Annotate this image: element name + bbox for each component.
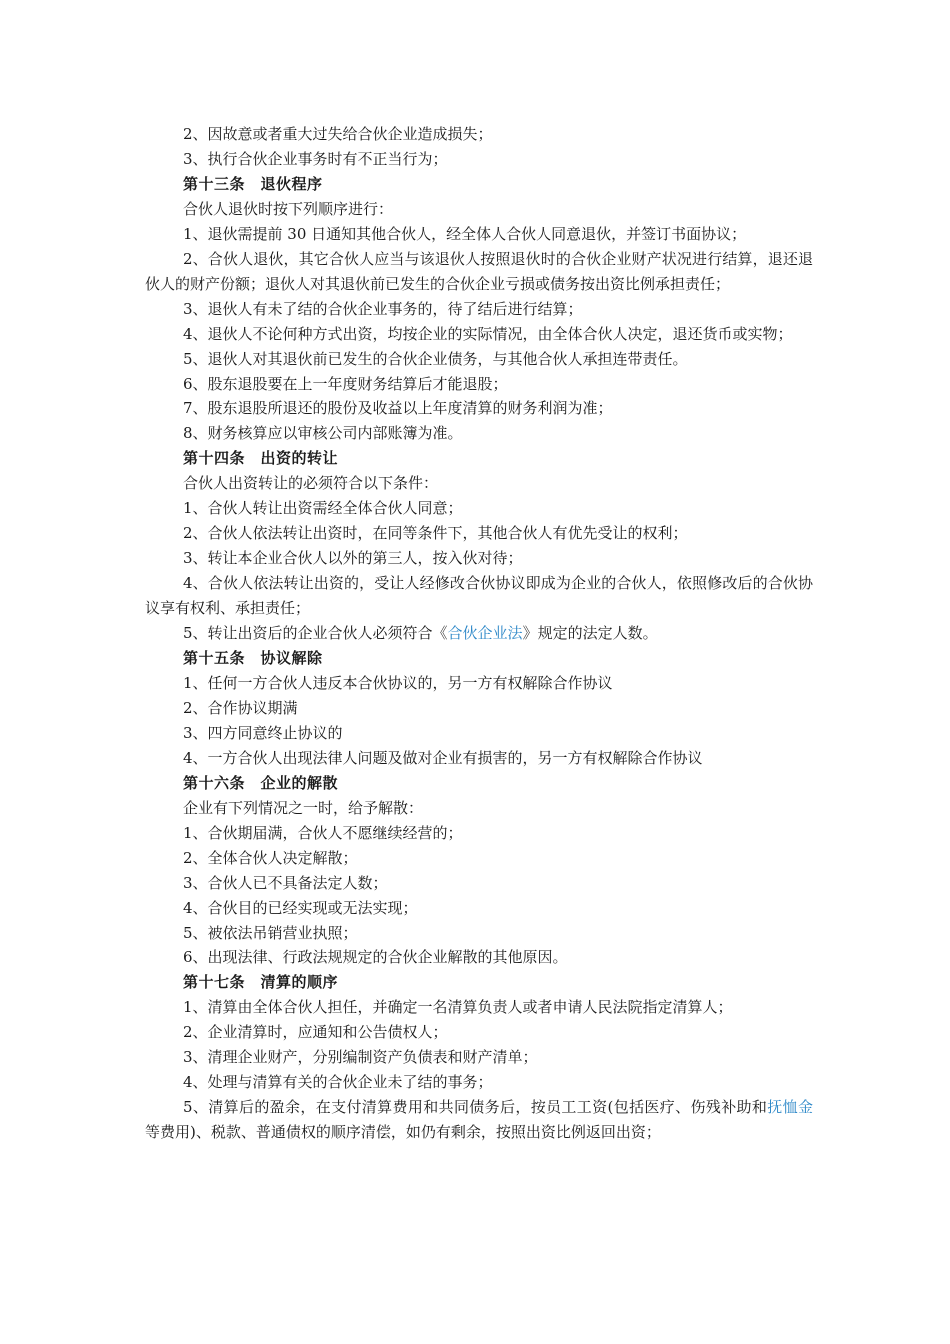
article-14-heading: 第十四条 出资的转让 <box>183 449 339 468</box>
clause-item: 2、企业清算时，应通知和公告债权人； <box>183 1023 448 1042</box>
pension-link[interactable]: 抚恤金 <box>767 1098 813 1117</box>
clause-text: 》规定的法定人数。 <box>522 624 658 643</box>
clause-item <box>145 1095 813 1145</box>
article-13-heading: 第十三条 退伙程序 <box>183 174 323 193</box>
clause-item: 2、全体合伙人决定解散； <box>183 848 358 867</box>
clause-item: 1、清算由全体合伙人担任，并确定一名清算负责人或者申请人民法院指定清算人； <box>183 998 733 1017</box>
clause-item: 1、合伙期届满，合伙人不愿继续经营的； <box>183 823 463 842</box>
clause-text: 5、清算后的盈余，在支付清算费用和共同债务后，按员工工资(包括医疗、伤残补助和 <box>183 1098 768 1117</box>
clause-item: 3、转让本企业合伙人以外的第三人，按入伙对待； <box>183 549 523 568</box>
clause-item: 6、出现法律、行政法规规定的合伙企业解散的其他原因。 <box>183 948 568 967</box>
clause-item: 4、处理与清算有关的合伙企业未了结的事务； <box>183 1073 493 1092</box>
clause-intro: 合伙人退伙时按下列顺序进行： <box>183 199 394 218</box>
clause-item: 3、退伙人有未了结的合伙企业事务的，待了结后进行结算； <box>183 299 583 318</box>
partnership-law-link[interactable]: 合伙企业法 <box>447 624 523 643</box>
clause-item: 4、一方合伙人出现法律人问题及做对企业有损害的，另一方有权解除合作协议 <box>183 748 703 767</box>
clause-item: 4、合伙人依法转让出资的，受让人经修改合伙协议即成为企业的合伙人，依照修改后的合伙协议享有权利、承担责任； <box>145 574 813 618</box>
clause-item: 3、合伙人已不具备法定人数； <box>183 873 388 892</box>
clause-item: 5、被依法吊销营业执照； <box>183 923 358 942</box>
clause-intro: 合伙人出资转让的必须符合以下条件： <box>183 474 439 493</box>
article-16-heading: 第十六条 企业的解散 <box>183 773 339 792</box>
clause-item: 3、四方同意终止协议的 <box>183 723 343 742</box>
clause-item: 4、退伙人不论何种方式出资，均按企业的实际情况，由全体合伙人决定，退还货币或实物； <box>183 324 793 343</box>
clause-intro: 企业有下列情况之一时，给予解散： <box>183 798 424 817</box>
clause-item: 1、任何一方合伙人违反本合伙协议的，另一方有权解除合作协议 <box>183 673 613 692</box>
article-15-heading: 第十五条 协议解除 <box>183 649 323 668</box>
clause-item: 2、合伙人退伙，其它合伙人应当与该退伙人按照退伙时的合伙企业财产状况进行结算，退还退伙人的财产份额；退伙人对其退伙前已发生的合伙企业亏损或债务按出资比例承担责任； <box>145 249 813 293</box>
clause-item: 3、清理企业财产，分别编制资产负债表和财产清单； <box>183 1048 538 1067</box>
clause-item: 7、股东退股所退还的股份及收益以上年度清算的财务利润为准； <box>183 399 613 418</box>
clause-item <box>145 621 813 646</box>
clause-item: 1、退伙需提前 30 日通知其他合伙人，经全体人合伙人同意退伙，并签订书面协议； <box>183 224 747 243</box>
clause-item: 5、退伙人对其退伙前已发生的合伙企业债务，与其他合伙人承担连带责任。 <box>183 349 688 368</box>
clause-item: 8、财务核算应以审核公司内部账簿为准。 <box>183 424 463 443</box>
clause-item: 3、执行合伙企业事务时有不正当行为； <box>183 149 448 168</box>
article-17-heading: 第十七条 清算的顺序 <box>183 973 339 992</box>
clause-text: 等费用)、税款、普通债权的顺序清偿，如仍有剩余，按照出资比例返回出资； <box>145 1123 661 1142</box>
clause-item: 2、因故意或者重大过失给合伙企业造成损失； <box>183 125 493 143</box>
clause-item: 1、合伙人转让出资需经全体合伙人同意； <box>183 499 463 518</box>
clause-item: 4、合伙目的已经实现或无法实现； <box>183 898 418 917</box>
clause-text: 5、转让出资后的企业合伙人必须符合《 <box>183 624 448 643</box>
clause-item: 2、合作协议期满 <box>183 698 298 717</box>
clause-item: 6、股东退股要在上一年度财务结算后才能退股； <box>183 374 508 393</box>
clause-item: 2、合伙人依法转让出资时，在同等条件下，其他合伙人有优先受让的权利； <box>183 524 688 543</box>
document-body <box>145 122 813 1145</box>
